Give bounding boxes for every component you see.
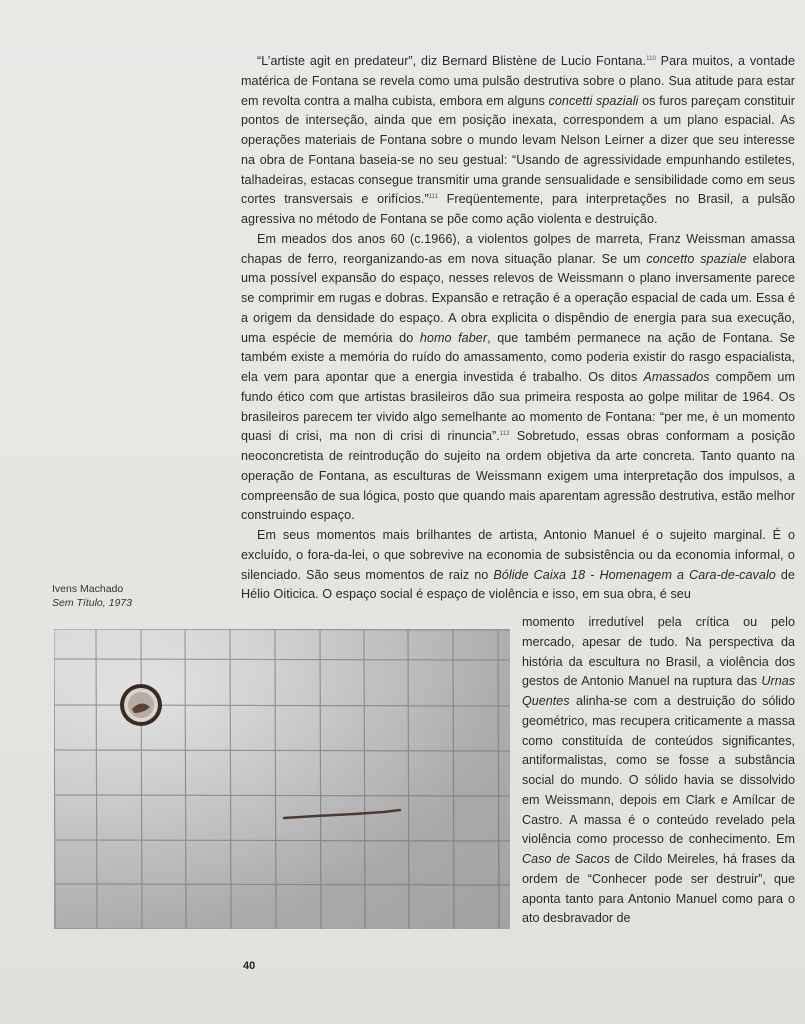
drain-ring <box>120 684 162 726</box>
paragraph-antonio-manuel-continued <box>522 613 795 929</box>
italic-title: Bólide Caixa 18 - Homenagem a Cara-de-cavalo <box>493 567 776 582</box>
text-run: Sobretudo, essas obras conformam a posição neoconcretista de reintrodução do sujeito na ordem objetiva da arte concreta. Tanto quanto na operação de Fontana, as esculturas de Weissmann exigem uma interpretação dos impulsos, a compreensão de sua lógica, posto que quando mais aparentam agressão destrutiva, estão melhor construindo espaço. <box>241 429 796 523</box>
italic-title: homo faber <box>419 330 488 345</box>
artwork-photo <box>54 629 510 929</box>
text-run: os furos pareçam constituir pontos de interseção, ainda que em posição inexata, correspondem a um plano espacial. As operações materiais de Fontana sobre o mundo levam Nelson Leirner a dizer que seu interesse na obra de Fontana baseia-se no seu gestual: “Usando de agressividade empunhando estiletes, talhadeiras, estacas consegue transmitir uma grande sensualidade e sensibilidade como em seus cortes transversais e orifícios.” <box>241 93 795 207</box>
page-number: 40 <box>243 960 256 972</box>
text-run: Para muitos, a vontade matérica de Fontana se revela como uma pulsão destrutiva sobre o plano. Sua atitude para estar em revolta contra a malha cubista, embora em alguns <box>241 54 795 108</box>
text-run: momento irredutível pela crítica ou pelo mercado, apesar de tudo. Na perspectiva da história da escultura no Brasil, a violência dos gestos de Antonio Manuel na ruptura das <box>522 615 795 689</box>
wrapped-text-column <box>522 613 795 929</box>
footnote-ref: 111 <box>428 194 438 201</box>
caption-artist: Ivens Machado <box>52 583 124 595</box>
text-run: de Cildo Meireles, há frases da ordem de “Conhecer pode ser destruir”, que aponta tanto para Antonio Manuel como para o ato desbravador de <box>522 852 795 926</box>
text-run: elabora uma possível expansão do espaço, nesses relevos de Weissmann o plano inversamente parece se comprimir em rugas e dobras. Expansão e retração é a operação espacial de cada um. Essa é a origem da densidade do espaço. A obra explicita o dispêndio de energia para sua execução, uma espécie de memória do <box>241 251 795 345</box>
footnote-ref: 112 <box>499 431 510 438</box>
paragraph-antonio-manuel <box>241 526 795 605</box>
figure-caption <box>52 582 232 610</box>
text-run: , que também permanece na ação de Fontana. Se também existe a memória do ruído do amassamento, como poderia existir do rasgo espacialista, ela vem para apontar que a energia investida é trabalho. Os ditos <box>241 330 795 384</box>
italic-title: Caso de Sacos <box>522 852 611 866</box>
paragraph-fontana <box>241 52 795 230</box>
text-run: Em meados dos anos 60 (c.1966), a violentos golpes de marreta, Franz Weissman amassa chapas de ferro, reorganizando-as em nova situação planar. Se um <box>241 231 795 266</box>
text-run: Em seus momentos mais brilhantes de artista, Antonio Manuel é o sujeito marginal. É o excluído, o fora-da-lei, o que sobrevive na economia de subsistência ou da economia informal, o silenciado. São seus momentos de raiz no <box>241 528 795 582</box>
text-run: de Hélio Oiticica. O espaço social é espaço de violência e isso, em sua obra, é seu <box>241 567 795 602</box>
text-run: Freqüentemente, para interpretações no Brasil, a pulsão agressiva no método de Fontana se põe como ação violenta e destruição. <box>241 192 796 226</box>
paragraph-weissmann <box>241 230 795 526</box>
text-run: alinha-se com a destruição do sólido geométrico, mas recupera criticamente a massa como constituída de conteúdos significantes, antiformalistas, como se fosse a substância social do mundo. O sólido havia se dissolvido em Weissmann, depois em Clark e Amílcar de Castro. A massa é o conteúdo revelado pela violência como processo de conhecimento. Em <box>522 694 795 847</box>
text-run: compõem um fundo ético com que artistas brasileiros dão sua primeira resposta ao golpe militar de 1964. Os brasileiros parecem ter vivido algo semelhante ao momento de Fontana: “per me, è un momento quasi di crisi, ma non di crisi di rinuncia”. <box>241 370 795 444</box>
text-run: “L’artiste agit en predateur”, diz Bernard Blistène de Lucio Fontana. <box>257 54 647 68</box>
footnote-ref: 110 <box>646 55 656 62</box>
main-text-column <box>241 52 795 605</box>
caption-work-title: Sem Título, 1973 <box>52 597 132 609</box>
tiled-wall-image <box>54 629 510 929</box>
italic-title: concetto spaziale <box>646 251 747 266</box>
italic-title: Amassados <box>643 370 710 384</box>
italic-title: concetti spaziali <box>548 93 639 108</box>
italic-title: Urnas Quentes <box>522 674 795 708</box>
